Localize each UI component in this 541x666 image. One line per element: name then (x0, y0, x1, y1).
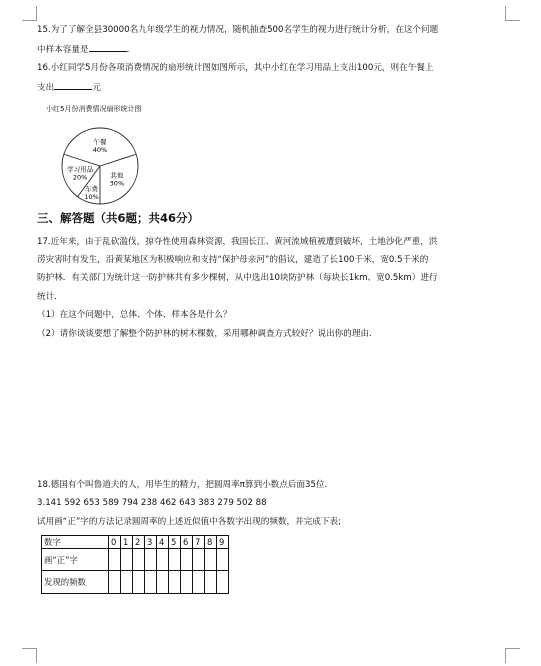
digit-cell: 7 (193, 536, 205, 549)
section-heading: 三、解答题（共6题；共46分） (37, 211, 200, 225)
digit-cell: 8 (205, 536, 217, 549)
digit-cell: 5 (169, 536, 181, 549)
pie-slice-name: 午餐 (93, 138, 107, 147)
frequency-cell[interactable] (145, 571, 157, 594)
pie-slice-percent: 30% (109, 179, 125, 188)
pie-slice-name: 车费 (85, 185, 99, 194)
frequency-cell[interactable] (121, 571, 133, 594)
frequency-cell[interactable] (109, 571, 121, 594)
pie-slice-percent: 40% (92, 146, 108, 155)
digit-cell: 0 (109, 536, 121, 549)
tally-cell[interactable] (217, 549, 229, 571)
q17-line: 17.近年来，由于乱砍滥伐，掠夺性使用森林资源，我国长江、黄河流域植被遭到破坏，土地沙化严重，洪 (37, 237, 438, 247)
q17-line: 涝灾害时有发生，沿黄某地区为积极响应和支持“保护母亲河”的倡议，建造了长100千米，宽0.5千米的 (37, 255, 429, 265)
q17-line: 统计． (37, 292, 63, 302)
q18-pi-digits: 3.141 592 653 589 794 238 462 643 383 279 502 88 (37, 498, 267, 508)
q15-text-line2 (37, 42, 129, 56)
row-label-tally: 画“正”字 (42, 549, 109, 571)
q16-answer-blank[interactable] (54, 80, 92, 90)
table-row (42, 549, 229, 571)
frequency-cell[interactable] (217, 571, 229, 594)
pie-chart-title: 小红5月份消费情况扇形统计图 (46, 105, 142, 113)
q16-text-line2 (37, 80, 101, 94)
page-corner-mark (505, 6, 520, 21)
q15-answer-blank[interactable] (89, 42, 127, 52)
pie-slice-percent: 20% (72, 173, 88, 182)
digit-cell: 1 (121, 536, 133, 549)
pie-slice-name: 学习用品 (67, 165, 94, 174)
tally-cell[interactable] (169, 549, 181, 571)
digit-cell: 4 (157, 536, 169, 549)
q17-subquestion-1: （1）在这个问题中，总体、个体、样本各是什么？ (37, 310, 232, 320)
frequency-cell[interactable] (169, 571, 181, 594)
q16-text-post: 元 (92, 83, 101, 93)
tally-cell[interactable] (181, 549, 193, 571)
tally-cell[interactable] (109, 549, 121, 571)
pie-slice-name: 其他 (110, 171, 124, 180)
q16-text: 16.小红同学5月份各项消费情况的扇形统计图如图所示，其中小红在学习用品上支出100元，则在午餐上 (37, 63, 434, 73)
q17-subquestion-2: （2）请你谈谈要想了解整个防护林的树木棵数，采用哪种调查方式较好？说出你的理由． (37, 329, 378, 339)
tally-cell[interactable] (205, 549, 217, 571)
q15-text-post: . (126, 45, 130, 55)
frequency-table (41, 535, 229, 594)
page-corner-mark (22, 648, 37, 663)
frequency-cell[interactable] (205, 571, 217, 594)
q18-instruction: 试用画“正”字的方法记录圆周率的上述近似值中各数字出现的频数，并完成下表; (37, 517, 341, 527)
table-row (42, 536, 229, 549)
tally-cell[interactable] (145, 549, 157, 571)
q15-text: 15.为了了解全县30000名九年级学生的视力情况，随机抽查500名学生的视力进行统计分析，在这个问题 (37, 25, 439, 35)
q15-text-pre: 中样本容量是 (37, 45, 89, 55)
row-label-digit: 数字 (42, 536, 109, 549)
row-label-frequency: 发现的频数 (42, 571, 109, 594)
frequency-cell[interactable] (133, 571, 145, 594)
frequency-cell[interactable] (181, 571, 193, 594)
digit-cell: 3 (145, 536, 157, 549)
frequency-cell[interactable] (193, 571, 205, 594)
table-row (42, 571, 229, 594)
tally-cell[interactable] (121, 549, 133, 571)
q16-text-pre: 支出 (37, 83, 55, 93)
page-corner-mark (505, 648, 520, 663)
tally-cell[interactable] (193, 549, 205, 571)
tally-cell[interactable] (157, 549, 169, 571)
tally-cell[interactable] (133, 549, 145, 571)
frequency-cell[interactable] (157, 571, 169, 594)
digit-cell: 2 (133, 536, 145, 549)
digit-cell: 9 (217, 536, 229, 549)
page-corner-mark (22, 6, 37, 21)
q18-text: 18.德国有个叫鲁道夫的人，用毕生的精力，把圆周率π算到小数点后面35位． (37, 480, 334, 490)
q17-line: 防护林．有关部门为统计这一防护林共有多少棵树，从中选出10块防护林（每块长1km、宽0.5km）进行 (37, 273, 438, 283)
pie-slice-percent: 10% (84, 193, 99, 202)
digit-cell: 6 (181, 536, 193, 549)
pie-chart (60, 114, 180, 214)
